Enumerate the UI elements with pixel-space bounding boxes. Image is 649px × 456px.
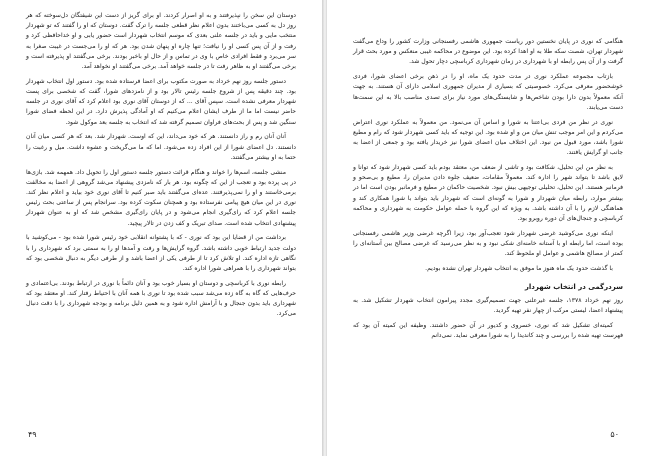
- paragraph: دوستان این سخن را نپذیرفتند و به او اصرار کردند. او برای گریز از دست این شیفتگان دل‌سوخته که هر روز دل به کسی می‌باختند بدون اعلام نظر قطعی جلسه را ترک گفت. دوستان که او را گفتند که تو شهردار منتخب مایی و باید در جلسه علنی بعدی که موسم انتخاب شهردار است حضور یابی و او خداحافظی کرد و رفت و از آن پس کسی او را نیافت؛ تنها چاره او پنهان شدن بود. هر که او را می‌جست در غیبت صغرا به سر می‌برد و فقط افرادی خاص با وی در تماس و از حال او باخبر بودند. برخی می‌گفتند او پذیرفته است و برخی می‌گفتند او به ظاهر رفت تا در جلسه خواهد آمد. برخی می‌گفتند او نخواهد آمد.: [26, 12, 296, 71]
- paragraph: اینکه نوری می‌کوشید غرضی شهردار شود تعجب‌آور بود، زیرا اگرچه غرضی وزیر هاشمی رفسنجانی بوده است، اما رابطه او با آستانه خامنه‌ای شکی نبود و به نظر می‌رسید که غرضی مصالح بین آستانه‌ای را کمتر از مصالح هاشمی و عوامل او ملحوظ کند.: [353, 229, 623, 258]
- paragraph: برداشت من از قضایا این بود که نوری - که با پشتوانه انقلابی خود رئیس شورا شده بود - می‌کوشید با دولت جدید ارتباط خوبی داشته باشد. گروه گرایش‌ها و رفت و آمدها او را به سمتی برد که شهرداری را با نگاهی تازه اداره کند. او تلاش کرد تا از طرفی یکی از اعضا باشد و از طرفی دیگر به دنبال شخصی بود که بتواند شهرداری را با همراهی شورا اداره کند.: [26, 234, 296, 273]
- paragraph: رابطه نوری با کرباسچی و دوستان او بسیار خوب بود و آنان دائماً با نوری در ارتباط بودند. بی‌اعتمادی و حرف‌هایی که گاه به گاه زده می‌شد سبب شده بود تا نوری با همه آنان با احتیاط رفتار کند. او معتقد بود که شهرداری باید بدون جنجال و با آرامش اداره شود و به همین دلیل برنامه و بودجه شهرداری را با دقت دنبال می‌کرد.: [26, 279, 296, 318]
- paragraph: به نظر من این تحلیل، شکافت بود و تاشی از ضعف من، معتقد بودم باید کسی شهردار شود که توانا و لایق باشد تا بتواند شهر را اداره کند. معمولاً مقامات، ضعیف جلوه دادن مدیران را، مطیع و بی‌صحو و فرمانبر هستند. این تحلیل، تحلیلی توجیهی بیش نبود. شخصیت حاکمان در مطیع و فرمانبر بودن است اما در بیشتر موارد، رابطه میان شهردار و شورا به گونه‌ای است که شهردار باید بتواند با شورا همکاری کند و هماهنگی لازم را با آن داشته باشد. به ویژه که این گروه با حمله عوامل حکومت به شهرداری و محاکمه کرباسچی و جنجال‌های آن دوره روبرو بود.: [353, 164, 623, 223]
- paragraph: روز نهم خرداد ۱۳۷۸، جلسه غیرعلنی جهت تصمیم‌گیری مجدد پیرامون انتخاب شهردار تشکیل شد. به پیشنهاد اعضا، لیستی مرکب از چهار نفر تهیه گردید.: [353, 297, 623, 315]
- left-page: [0, 0, 322, 456]
- right-page: [327, 0, 649, 456]
- section-heading: سردرگمی در انتخاب شهردار: [524, 283, 623, 292]
- paragraph: هنگامی که نوری در پایان نخستین دور ریاست جمهوری هاشمی رفسنجانی وزارت کشور را وداع می‌گفت شهردار تهران، شصت سکه طلا به او اهدا کرده بود. این موضوع در محاکمه غیبی منعکس و مورد بحث قرار گرفت و از آن پس رابطه او با شهرداری در زمان شهرداری کرباسچی دچار تحول شد.: [353, 38, 623, 66]
- page-number: ۵۰: [610, 430, 619, 439]
- left-page-body: [26, 11, 296, 324]
- right-page-body: [353, 37, 623, 346]
- paragraph: بازتاب مجموعه عملکرد نوری در مدت حدود یک ماه، او را در ذهن برخی اعضای شورا، فردی خوشحضور معرفی می‌کرد. خصوصیتی که بسیاری از مدیران جمهوری اسلامی دارای آن هستند. به جهت آنکه معمولاً بدون دارا بودن شاخص‌ها و شایستگی‌های مورد نیاز برای تصدی مناصب بالا به این سمت‌ها دست می‌یابند.: [353, 73, 623, 111]
- paragraph: دستور جلسه روز نهم خرداد به صورت مکتوب برای اعضا فرستاده شده بود. دستور اول انتخاب شهردار بود. چند دقیقه پس از شروع جلسه رئیس تالار بود و از نامزدهای شورا، گفت که شخصی برای پست شهردار معرفی نشده است. سپس آقای ... که از دوستان آقای نوری بود اعلام کرد که آقای نوری در جلسه حاضر نیست اما ما از طرف ایشان اعلام می‌کنیم که او آمادگی پذیرش دارد. در این لحظه فضای شورا سنگین شد و پس از بحث‌های فراوان تصمیم گرفته شد که انتخاب به جلسه بعد موکول شود.: [26, 77, 296, 126]
- paragraph: با گذشت حدود یک ماه هنوز ما موفق به انتخاب شهردار تهران نشده بودیم.: [425, 265, 613, 273]
- paragraph: منشی جلسه، اسم‌ها را خواند و هنگام قرائت دستور جلسه دستور اول را تحویل داد. همهمه شد. بازی‌ها در پی پرده بود و تعجب از این که چگونه بود. هر بار که نامزدی پیشنهاد می‌شد گروهی از اعضا به مخالفت برمی‌خاستند و او را نمی‌پذیرفتند. عده‌ای می‌گفتند باید صبر کنیم تا آقای نوری خود بیاید و اعلام نظر کند. نوری در این میان هیچ پیامی نفرستاده بود و همچنان سکوت کرده بود. سرانجام پس از ساعتی بحث رئیس جلسه اعلام کرد که رای‌گیری انجام می‌شود و در پایان رای‌گیری مشخص شد که او به عنوان شهردار پیشنهادی انتخاب شده است. صدای تبریک و کف زدن در تالار پیچید.: [26, 168, 296, 227]
- paragraph: کمیته‌ای تشکیل شد که نوری، خسروی و کدیور در آن حضور داشتند. وظیفه این کمیته آن بود که فهرست تهیه شده را بررسی و چند کاندیدا را به شورا معرفی نماید. نمی‌دانم: [353, 322, 623, 340]
- paragraph: نوری در نظر من فردی بی‌اعتنا به شورا و اساس آن می‌نمود. من معمولاً به عملکرد نوری اعتراض می‌کردم و این امر موجب تنش میان من و او شده بود. این توجیه که باید کسی شهردار شود که رام و مطیع شورا باشد، مورد قبول من نبود. این اختلاف میان اعضای شورا نیز خریدار یافته بود و جمعی از اعضا به جانب او گرایش یافتند.: [353, 118, 623, 157]
- page-number: ۴۹: [28, 430, 37, 439]
- paragraph: آنان آنان رم و راز دانستند. هر که خود می‌داند، این که اوست. شهردار شد. بعد که هر کسی میان آنان دانستند. دل اعضای شورا از این افراد زده می‌شود. اما که ما می‌گریخت و عشوه داشت. میل و رغبت را حتما به او بیشتر می‌گفتند.: [26, 133, 296, 161]
